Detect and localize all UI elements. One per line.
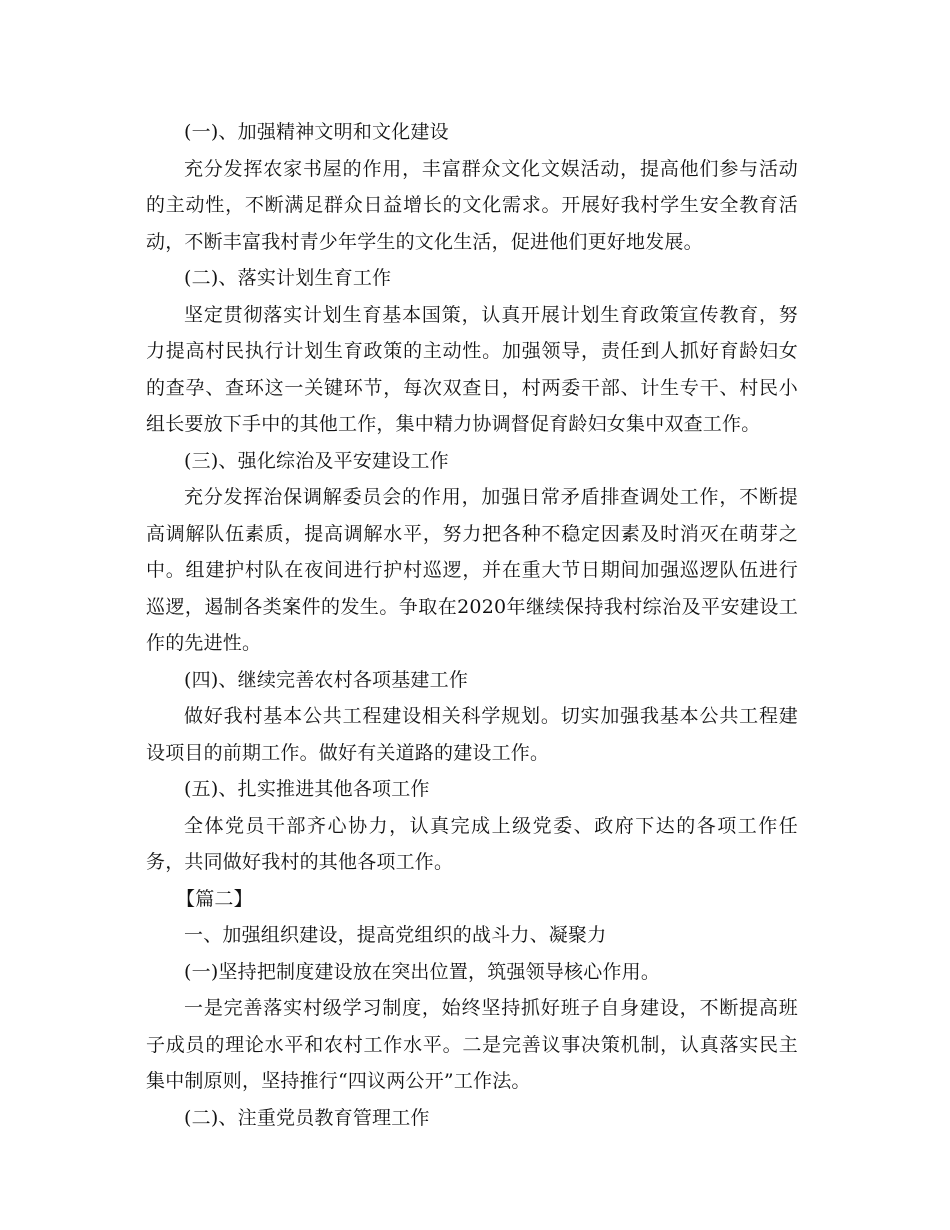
section-heading-4: (四)、继续完善农村各项基建工作 xyxy=(184,668,469,691)
part-two-heading: 一、加强组织建设，提高党组织的战斗力、凝聚力 xyxy=(184,924,607,946)
section-heading-5: (五)、扎实推进其他各项工作 xyxy=(184,778,430,800)
part-two-marker: 【篇二】 xyxy=(176,887,253,910)
paragraph-4: 做好我村基本公共工程建设相关科学规划。切实加强我基本公共工程建设项目的前期工作。做好有关道路的建设工作。 xyxy=(146,705,798,764)
paragraph-3: 充分发挥治保调解委员会的作用，加强日常矛盾排查调处工作，不断提高调解队伍素质，提高调解水平，努力把各种不稳定因素及时消灭在萌芽之中。组建护村队在夜间进行护村巡逻，并在重大节日期间加强巡逻队伍进行巡逻，遏制各类案件的发生。争取在2020年继续保持我村综治及平安建设工作的先进性。 xyxy=(146,486,798,654)
paragraph-5: 全体党员干部齐心协力，认真完成上级党委、政府下达的各项工作任务，共同做好我村的其他各项工作。 xyxy=(146,814,798,873)
subheading-2: (二)、注重党员教育管理工作 xyxy=(184,1106,430,1129)
section-heading-2: (二)、落实计划生育工作 xyxy=(184,267,392,289)
section-heading-3: (三)、强化综治及平安建设工作 xyxy=(184,449,449,472)
section-heading-1: (一)、加强精神文明和文化建设 xyxy=(184,121,449,143)
subheading-1: (一)坚持把制度建设放在突出位置，筑强领导核心作用。 xyxy=(184,960,661,983)
paragraph-6: 一是完善落实村级学习制度，始终坚持抓好班子自身建设，不断提高班子成员的理论水平和农村工作水平。二是完善议事决策机制，认真落实民主集中制原则，坚持推行“四议两公开”工作法。 xyxy=(146,997,798,1092)
paragraph-2: 坚定贯彻落实计划生育基本国策，认真开展计划生育政策宣传教育，努力提高村民执行计划生育政策的主动性。加强领导，责任到人抓好育龄妇女的查孕、查环这一关键环节，每次双查日，村两委干部、计生专干、村民小组长要放下手中的其他工作，集中精力协调督促育龄妇女集中双查工作。 xyxy=(146,303,798,435)
paragraph-1: 充分发挥农家书屋的作用，丰富群众文化文娱活动，提高他们参与活动的主动性，不断满足群众日益增长的文化需求。开展好我村学生安全教育活动，不断丰富我村青少年学生的文化生活，促进他们更好地发展。 xyxy=(146,157,798,253)
